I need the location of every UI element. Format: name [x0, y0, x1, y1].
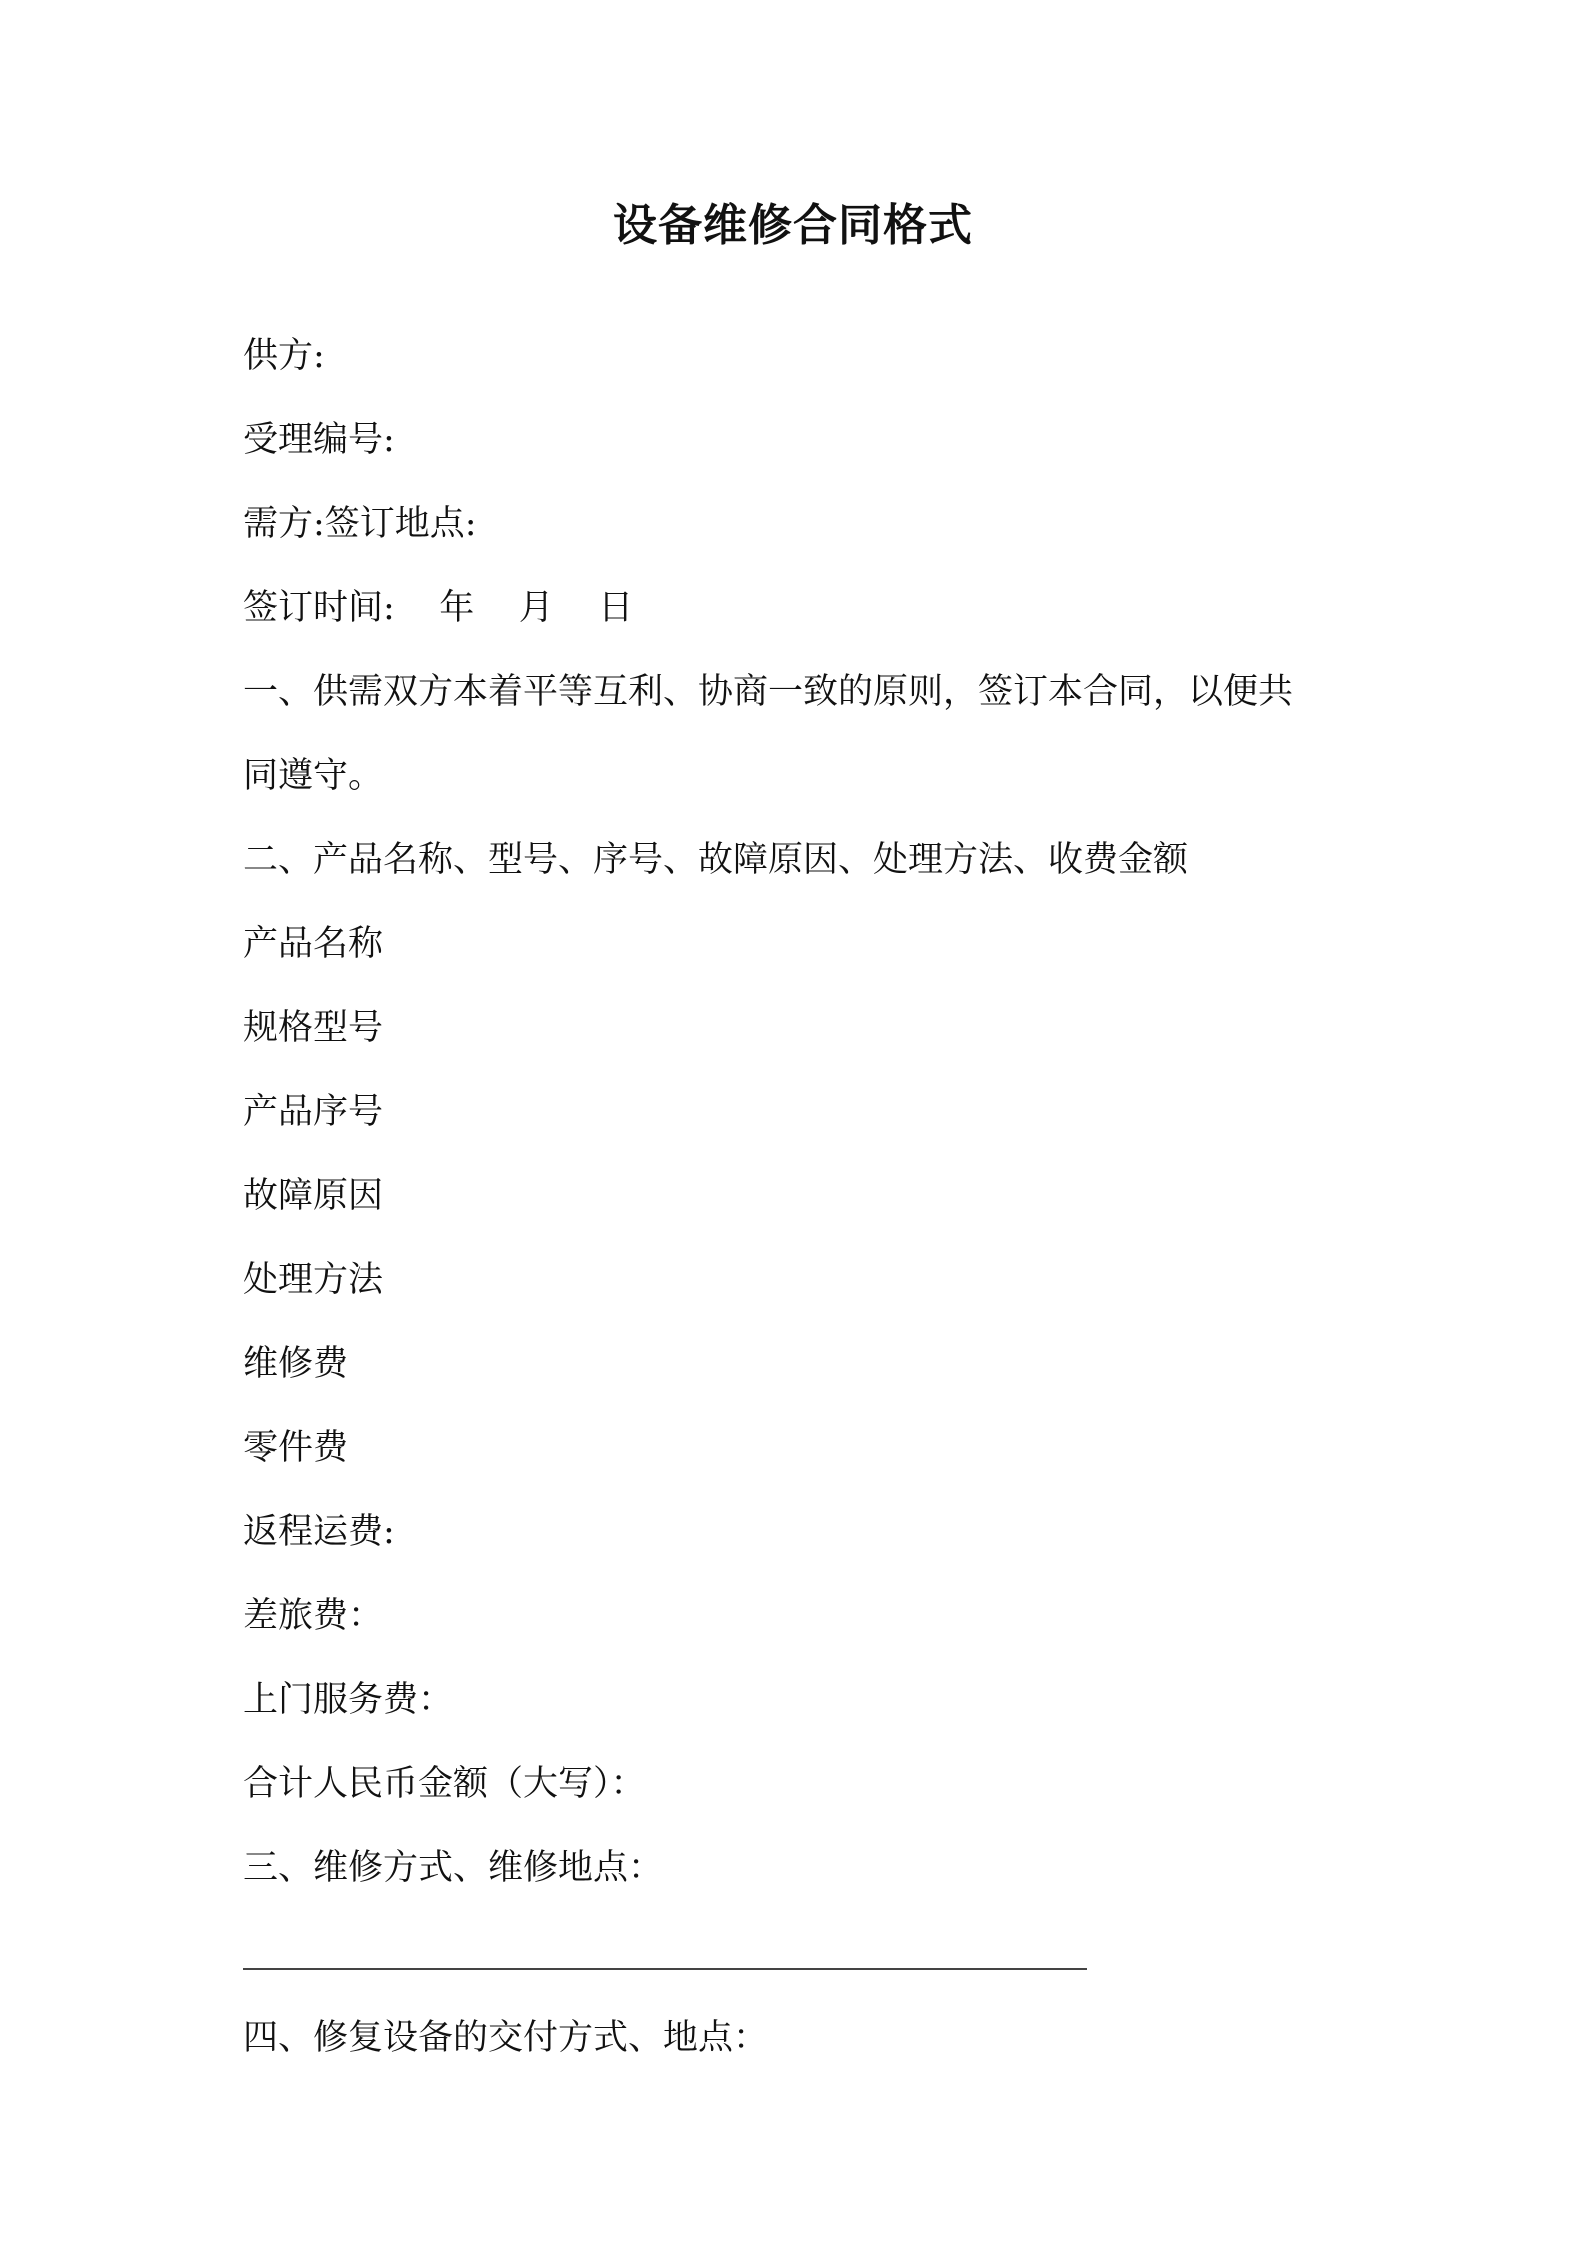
clause-4-heading: 四、修复设备的交付方式、地点： — [243, 2018, 769, 2058]
total-amount-line: 合计人民币金额（大写）： — [243, 1764, 646, 1804]
buyer-signing-place-line: 需方:签订地点: — [243, 504, 477, 544]
product-name-line: 产品名称 — [243, 924, 384, 964]
serial-number-line: 产品序号 — [243, 1092, 384, 1132]
acceptance-number-line: 受理编号: — [243, 420, 395, 460]
clause-3-heading: 三、维修方式、维修地点： — [243, 1848, 664, 1888]
clause-1-line-1: 一、供需双方本着平等互利、协商一致的原则，签订本合同，以便共 — [243, 672, 1294, 712]
supplier-line: 供方: — [243, 336, 325, 376]
parts-fee-line: 零件费 — [243, 1428, 349, 1468]
clause-1-line-2: 同遵守。 — [243, 756, 384, 796]
document-title: 设备维修合同格式 — [613, 200, 973, 251]
model-spec-line: 规格型号 — [243, 1008, 384, 1048]
signing-date-line: 签订时间: 年 月 日 — [243, 588, 634, 628]
clause-2-heading: 二、产品名称、型号、序号、故障原因、处理方法、收费金额 — [243, 840, 1189, 880]
fill-in-underline — [243, 1968, 1087, 1970]
onsite-service-fee-line: 上门服务费： — [243, 1680, 454, 1720]
return-freight-line: 返程运费: — [243, 1512, 395, 1552]
handling-method-line: 处理方法 — [243, 1260, 384, 1300]
repair-fee-line: 维修费 — [243, 1344, 349, 1384]
travel-expense-line: 差旅费： — [243, 1596, 384, 1636]
fault-cause-line: 故障原因 — [243, 1176, 384, 1216]
